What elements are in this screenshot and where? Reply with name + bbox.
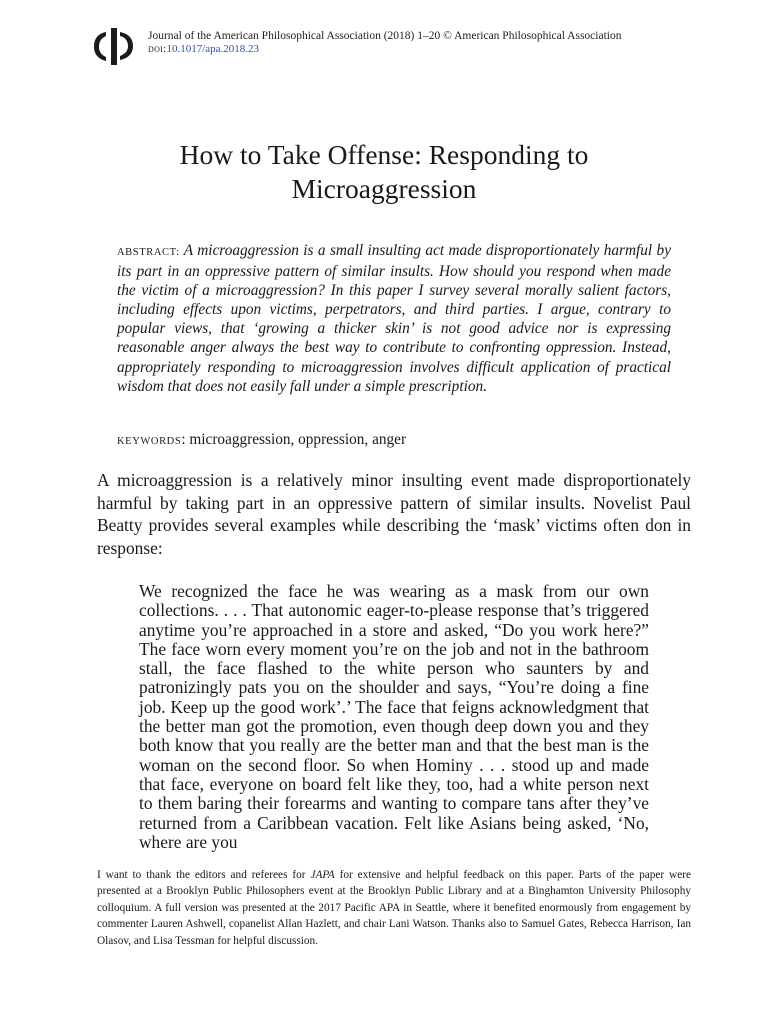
footnote-part-1: I want to thank the editors and referees for bbox=[97, 869, 311, 881]
journal-logo-icon bbox=[92, 25, 136, 67]
footnote-journal-abbrev: JAPA bbox=[310, 869, 335, 881]
keywords-label: KEYWORDS bbox=[117, 436, 182, 447]
doi-link[interactable]: 10.1017/apa.2018.23 bbox=[166, 43, 260, 55]
abstract-text: A microaggression is a small insulting act made disproportionately harmful by its part in an oppressive pattern of similar insults. How should you respond when made the victim of a microaggression? In this paper I survey several morally salient factors, including effects upon victims, perpetrators, and third parties. I argue, contrary to popular views, that ‘growing a thicker skin’ is not good advice nor is expressing reasonable anger always the best way to contribute to confronting oppression. Instead, appropriately responding to microaggression involves difficult application of practical wisdom that does not easily fall under a simple prescription. bbox=[117, 242, 671, 395]
paper-title: How to Take Offense: Responding to Microaggression bbox=[179, 139, 589, 204]
block-quote: We recognized the face he was wearing as a mask from our own collections. . . . That autonomic eager-to-please response that’s triggered anytime you’re approached in a store and asked, “Do you work here?” The face worn every moment you’re on the job and not in the bathroom stall, the face flashed to the white person who saunters by and patronizingly pats you on the shoulder and says, “You’re doing a fine job. Keep up the good work’.’ The face that feigns acknowledgment that the better man got the promotion, even though deep down you and they both know that you really are the better man and that the best man is the woman on the second floor. So when Hominy . . . stood up and made that face, everyone on board felt like they, too, had a white person next to them baring their forearms and wanting to compare tans after they’ve returned from a Caribbean vacation. Felt like Asians being asked, ‘No, where are you bbox=[139, 581, 649, 852]
keywords-text: : microaggression, oppression, anger bbox=[181, 431, 407, 448]
body-paragraph: A microaggression is a relatively minor insulting event made disproportionately harmful by taking part in an oppressive pattern of similar insults. Novelist Paul Beatty provides several examples while describing the ‘mask’ victims often don in response: bbox=[97, 470, 691, 558]
acknowledgment-footnote bbox=[97, 867, 691, 949]
abstract-label: ABSTRACT: bbox=[117, 247, 180, 258]
doi-line bbox=[148, 42, 259, 56]
keywords bbox=[117, 430, 671, 451]
footnote-part-2: for extensive and helpful feedback on this paper. Parts of the paper were presented at a Brooklyn Public Philosophers event at the Brooklyn Public Library and at a Binghamton University Philosophy colloquium. A full version was presented at the 2017 Pacific APA in Seattle, where it benefited enormously from engagement by commenter Lauren Ashwell, copanelist Allan Hazlett, and chair Lani Watson. Thanks also to Samuel Gates, Rebecca Harrison, Ian Olasov, and Lisa Tessman for helpful discussion. bbox=[97, 869, 691, 947]
abstract bbox=[117, 241, 671, 396]
doi-prefix: doi: bbox=[148, 43, 167, 55]
journal-citation: Journal of the American Philosophical Association (2018) 1–20 © American Philosophical Association bbox=[148, 30, 622, 42]
